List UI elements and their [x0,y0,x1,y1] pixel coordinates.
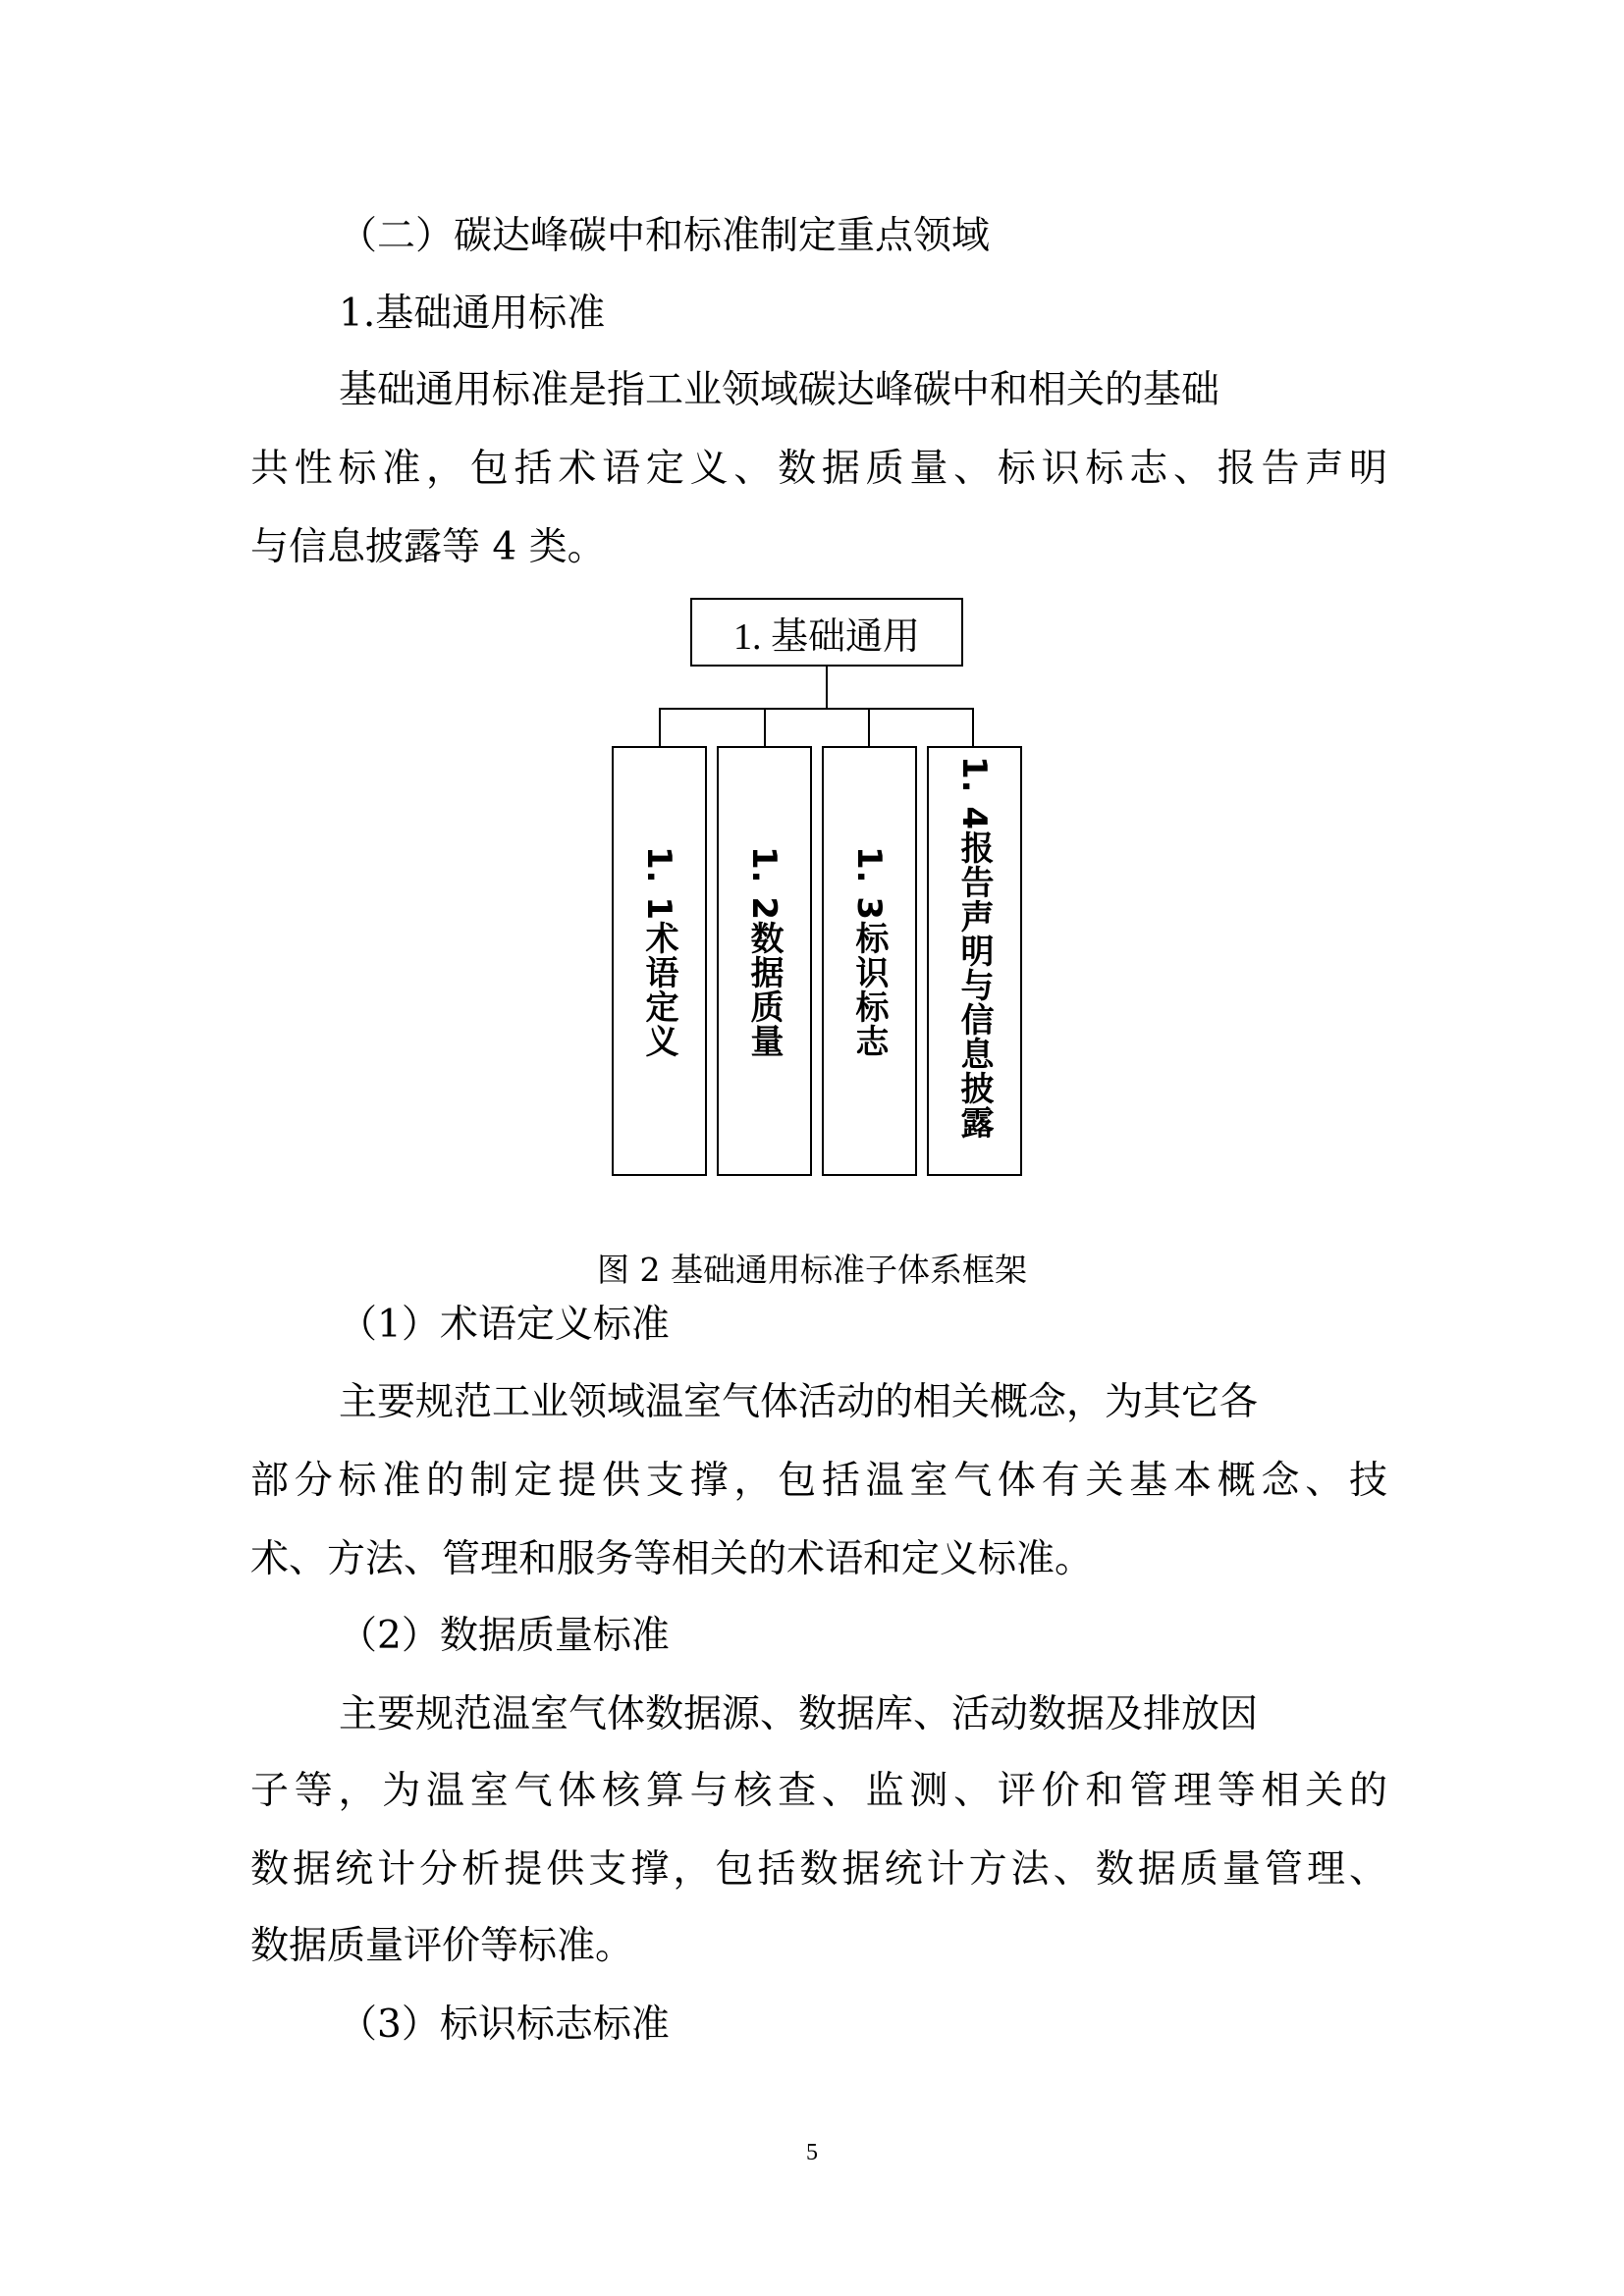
diagram-connector-1 [659,708,661,746]
item-1-line-2: 部分标准的制定提供支撑，包括温室气体有关基本概念、技 [250,1459,1387,1503]
item-2-line-1: 主要规范温室气体数据源、数据库、活动数据及排放因 [339,1692,1259,1736]
diagram-connector-2 [764,708,766,746]
diagram-connector-bar [659,708,973,710]
item-2-heading: （2）数据质量标准 [339,1614,670,1658]
diagram-child-box-2 [717,746,812,1176]
diagram-child-box-1 [612,746,707,1176]
subsection-heading: 1.基础通用标准 [339,292,606,336]
diagram-child-label-1: 1. 1术语定义 [639,846,678,1059]
item-2-line-2: 子等，为温室气体核算与核查、监测、评价和管理等相关的 [250,1769,1387,1813]
intro-line-1: 基础通用标准是指工业领域碳达峰碳中和相关的基础 [339,368,1220,412]
diagram-connector-trunk [826,667,828,709]
intro-line-3: 与信息披露等 4 类。 [250,525,606,569]
diagram-root-label: 1. 基础通用 [732,615,920,658]
diagram-child-label-2: 1. 2数据质量 [744,846,784,1059]
figure-caption: 图 2 基础通用标准子体系框架 [597,1251,1027,1289]
diagram-root-box [690,598,963,667]
item-1-line-1: 主要规范工业领域温室气体活动的相关概念，为其它各 [339,1380,1259,1424]
section-heading: （二）碳达峰碳中和标准制定重点领域 [339,214,991,258]
item-1-heading: （1）术语定义标准 [339,1303,670,1347]
intro-line-2: 共性标准，包括术语定义、数据质量、标识标志、报告声明 [250,447,1387,491]
diagram-child-box-3 [822,746,917,1176]
diagram-child-label-3: 1. 3标识标志 [849,846,889,1059]
diagram-child-box-4 [927,746,1022,1176]
diagram-connector-3 [868,708,870,746]
item-1-line-3: 术、方法、管理和服务等相关的术语和定义标准。 [250,1537,1094,1581]
page-number: 5 [806,2140,818,2165]
diagram-connector-4 [972,708,974,746]
item-2-line-3: 数据统计分析提供支撑，包括数据统计方法、数据质量管理、 [250,1847,1387,1892]
item-2-line-4: 数据质量评价等标准。 [250,1924,634,1968]
diagram-child-label-4: 1. 4报告声明与信息披露 [954,756,994,1141]
item-3-heading: （3）标识标志标准 [339,2002,670,2047]
